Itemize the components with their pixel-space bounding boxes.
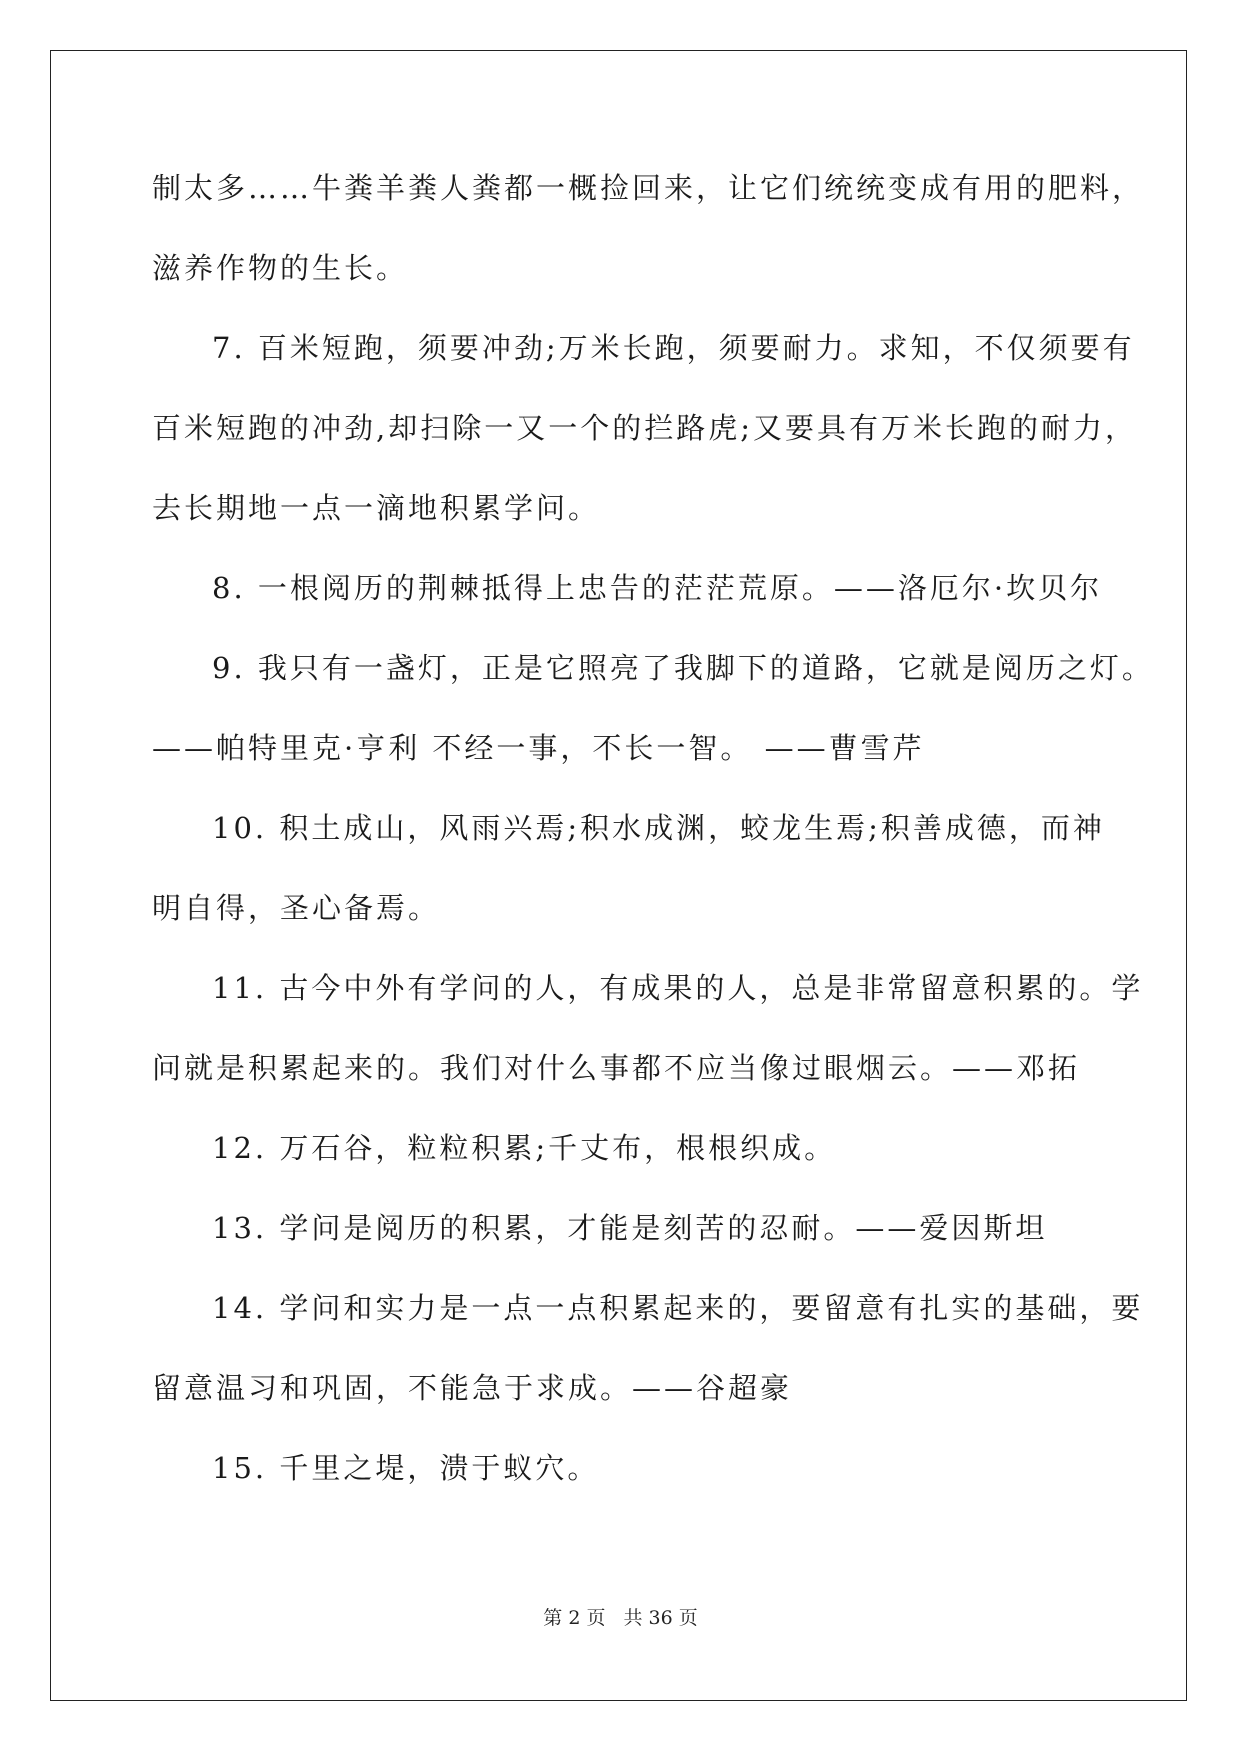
text-line: 滋养作物的生长。: [152, 251, 409, 285]
text-line: 12. 万石谷，粒粒积累;千丈布，根根织成。: [212, 1131, 837, 1165]
text-line: 去长期地一点一滴地积累学问。: [152, 491, 601, 525]
text-line: 问就是积累起来的。我们对什么事都不应当像过眼烟云。——邓拓: [152, 1051, 1081, 1085]
text-line: 留意温习和巩固，不能急于求成。——谷超豪: [152, 1371, 793, 1405]
text-line: 百米短跑的冲劲,却扫除一又一个的拦路虎;又要具有万米长跑的耐力，: [152, 411, 1137, 445]
page-footer: [0, 1606, 1241, 1630]
text-line: 明自得，圣心备焉。: [152, 891, 441, 925]
text-line: 8. 一根阅历的荆棘抵得上忠告的茫茫荒原。——洛厄尔·坎贝尔: [212, 571, 1103, 605]
text-line: 11. 古今中外有学问的人，有成果的人，总是非常留意积累的。学: [212, 971, 1144, 1005]
page-number: 第 2 页: [543, 1607, 606, 1629]
text-line: 7. 百米短跑，须要冲劲;万米长跑，须要耐力。求知，不仅须要有: [212, 331, 1135, 365]
text-line: 15. 千里之堤，溃于蚁穴。: [212, 1451, 600, 1485]
text-line: 9. 我只有一盏灯，正是它照亮了我脚下的道路，它就是阅历之灯。: [212, 651, 1154, 685]
text-line: ——帕特里克·亨利 不经一事，不长一智。 ——曹雪芹: [152, 731, 925, 765]
text-line: 10. 积土成山，风雨兴焉;积水成渊，蛟龙生焉;积善成德，而神: [212, 811, 1105, 845]
text-line: 13. 学问是阅历的积累，才能是刻苦的忍耐。——爱因斯坦: [212, 1211, 1048, 1245]
page-total: 共 36 页: [623, 1607, 698, 1629]
text-line: 制太多……牛粪羊粪人粪都一概捡回来，让它们统统变成有用的肥料，: [152, 171, 1145, 205]
text-line: 14. 学问和实力是一点一点积累起来的，要留意有扎实的基础，要: [212, 1291, 1144, 1325]
